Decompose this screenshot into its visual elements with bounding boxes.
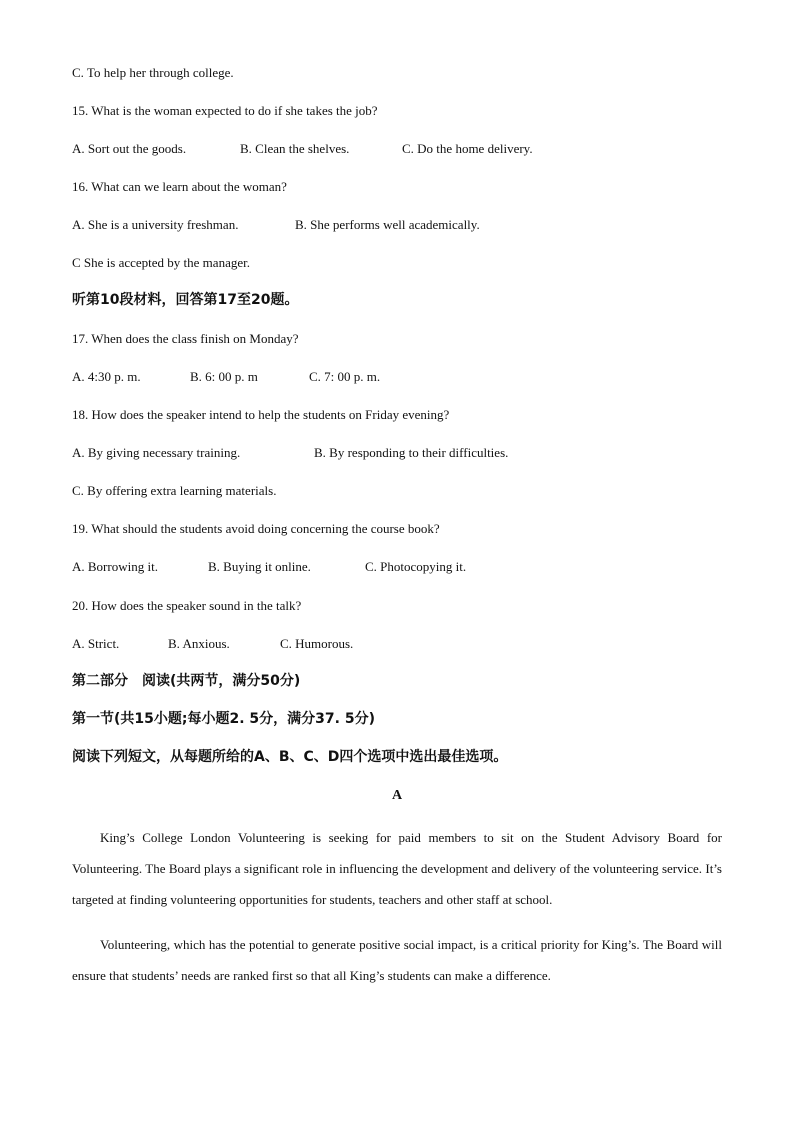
q18-option-b: B. By responding to their difficulties. — [314, 445, 509, 460]
q20-option-a: A. Strict. — [72, 636, 120, 651]
section1-heading: 第一节(共15小题;每小题2. 5分，满分37. 5分) — [72, 711, 375, 727]
q16-options — [72, 217, 732, 233]
q20-option-c: C. Humorous. — [280, 636, 354, 651]
q17-options — [72, 369, 732, 385]
q16-option-b: B. She performs well academically. — [295, 217, 480, 232]
q20-options — [72, 636, 732, 652]
q15-option-c: C. Do the home delivery. — [402, 141, 533, 156]
q18-options — [72, 445, 732, 461]
q17-option-a: A. 4:30 p. m. — [72, 369, 141, 384]
q16-option-c: C She is accepted by the manager. — [72, 255, 250, 270]
passage-paragraph-2: Volunteering, which has the potential to generate positive social impact, is a critical priority for King’s. The Board will ensure that students’ needs are ranked first so that all King’s students can make a difference. — [72, 937, 722, 983]
q14-option-c: C. To help her through college. — [72, 65, 234, 80]
q17-question: 17. When does the class finish on Monday? — [72, 331, 299, 346]
q16-question: 16. What can we learn about the woman? — [72, 179, 287, 194]
q17-option-b: B. 6: 00 p. m — [190, 369, 258, 384]
q17-option-c: C. 7: 00 p. m. — [309, 369, 381, 384]
q19-option-c: C. Photocopying it. — [365, 559, 467, 574]
q15-options — [72, 141, 732, 157]
section10-heading: 听第10段材料，回答第17至20题。 — [72, 292, 299, 308]
passage-paragraph-1: King’s College London Volunteering is seeking for paid members to sit on the Student Advisory Board for Volunteering. The Board plays a significant role in influencing the development and delivery of the volunteering service. It’s targeted at finding volunteering opportunities for students, teachers and other staff at school. — [72, 830, 722, 907]
q19-option-a: A. Borrowing it. — [72, 559, 158, 574]
q18-question: 18. How does the speaker intend to help the students on Friday evening? — [72, 407, 450, 422]
q19-question: 19. What should the students avoid doing concerning the course book? — [72, 521, 440, 536]
q16-option-a: A. She is a university freshman. — [72, 217, 239, 232]
q15-question: 15. What is the woman expected to do if she takes the job? — [72, 103, 378, 118]
q20-option-b: B. Anxious. — [168, 636, 230, 651]
q18-option-c: C. By offering extra learning materials. — [72, 483, 277, 498]
q20-question: 20. How does the speaker sound in the talk? — [72, 598, 302, 613]
q19-option-b: B. Buying it online. — [208, 559, 311, 574]
q15-option-a: A. Sort out the goods. — [72, 141, 187, 156]
passage-label: A — [391, 788, 403, 803]
instructions: 阅读下列短文，从每题所给的A、B、C、D四个选项中选出最佳选项。 — [72, 749, 508, 765]
q19-options — [72, 559, 732, 575]
q18-option-a: A. By giving necessary training. — [72, 445, 241, 460]
part2-heading: 第二部分 阅读(共两节，满分50分) — [72, 673, 301, 689]
q15-option-b: B. Clean the shelves. — [240, 141, 350, 156]
